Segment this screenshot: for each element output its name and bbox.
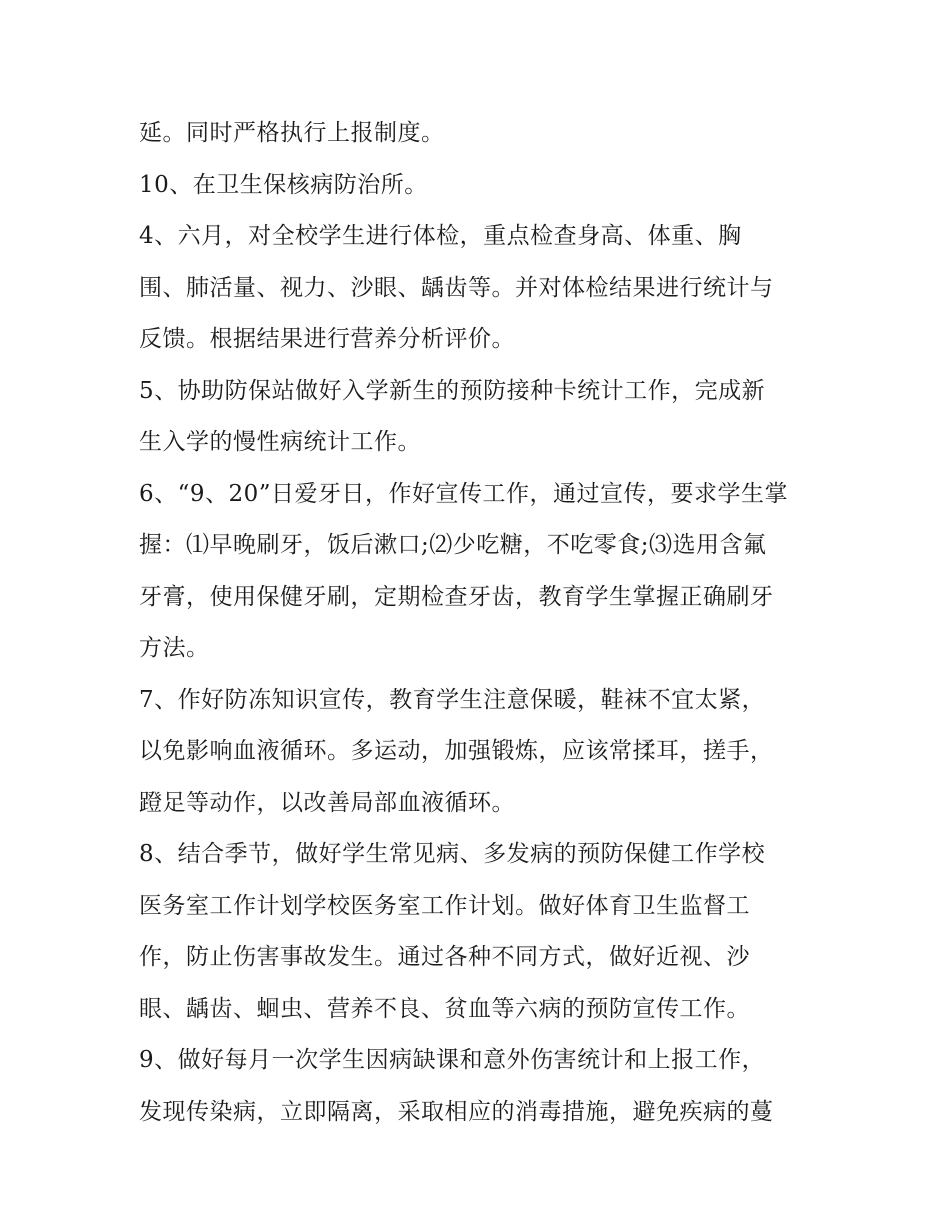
text-line: 生入学的慢性病统计工作。 — [139, 429, 421, 455]
text-line: 蹬足等动作，以改善局部血液循环。 — [139, 789, 515, 816]
text-line: 9、做好每月一次学生因病缺课和意外伤害统计和上报工作， — [139, 1047, 766, 1073]
text-line: 4、六月，对全校学生进行体检，重点检查身高、体重、胸 — [139, 223, 742, 249]
text-line: 7、作好防冻知识宣传，教育学生注意保暖，鞋袜不宜太紧， — [139, 686, 766, 713]
text-line: 10、在卫生保核病防治所。 — [139, 171, 428, 198]
text-line: 5、协助防保站做好入学新生的预防接种卡统计工作，完成新 — [139, 377, 766, 404]
text-line: 以免影响血液循环。多运动，加强锻炼，应该常揉耳，搓手， — [139, 738, 774, 764]
text-line: 牙膏，使用保健牙刷，定期检查牙齿，教育学生掌握正确刷牙 — [139, 583, 774, 610]
text-line: 发现传染病，立即隔离，采取相应的消毒措施，避免疾病的蔓 — [139, 1098, 774, 1125]
text-line: 围、肺活量、视力、沙眼、龋齿等。并对体检结果进行统计与 — [139, 274, 774, 301]
text-line: 握：⑴早晚刷牙，饭后漱口;⑵少吃糖，不吃零食;⑶选用含氟 — [139, 532, 767, 558]
text-line: 眼、龋齿、蛔虫、营养不良、贫血等六病的预防宣传工作。 — [139, 995, 750, 1022]
document-body — [139, 108, 819, 1138]
text-line: 方法。 — [139, 635, 210, 661]
text-line: 反馈。根据结果进行营养分析评价。 — [139, 326, 515, 352]
text-line: 6、“9、20”日爱牙日，作好宣传工作，通过宣传，要求学生掌 — [139, 480, 789, 507]
text-line: 8、结合季节，做好学生常见病、多发病的预防保健工作学校 — [139, 841, 766, 867]
text-line: 作，防止伤害事故发生。通过各种不同方式，做好近视、沙 — [139, 944, 750, 970]
text-line: 医务室工作计划学校医务室工作计划。做好体育卫生监督工 — [139, 892, 750, 919]
text-line: 延。同时严格执行上报制度。 — [139, 120, 445, 146]
